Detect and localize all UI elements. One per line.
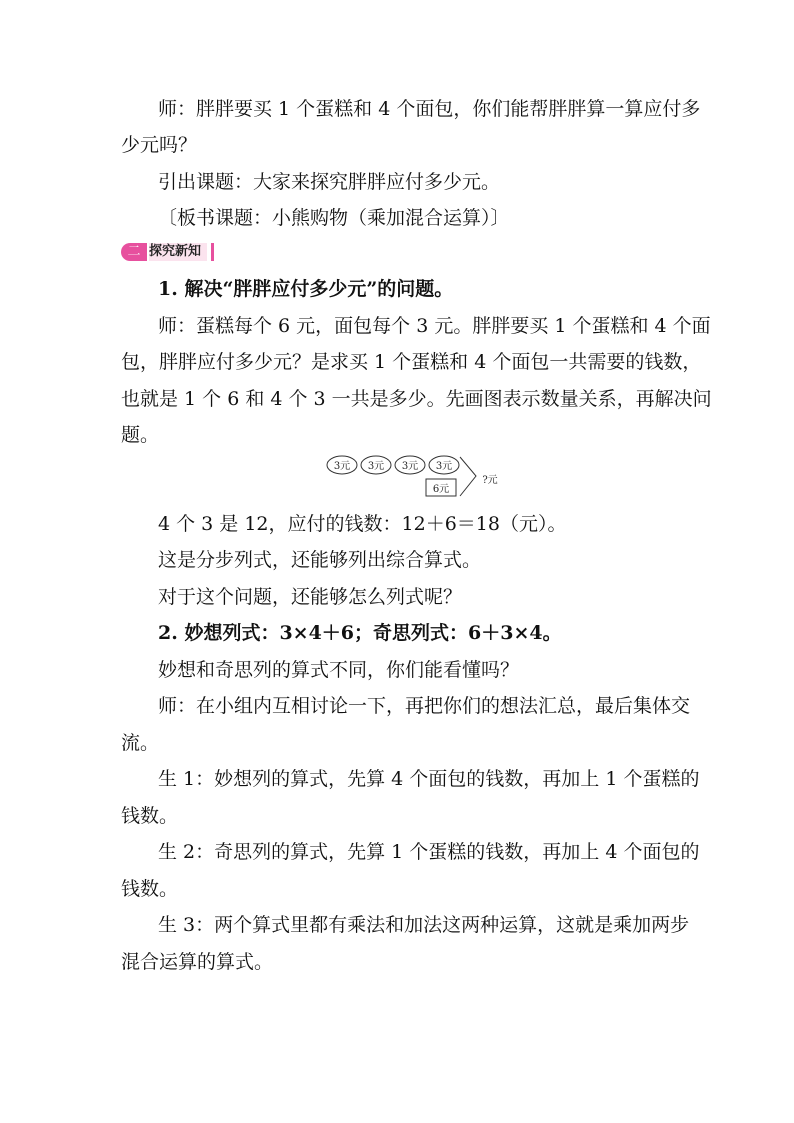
paragraph-teacher-discuss: 师：在小组内互相讨论一下，再把你们的想法汇总，最后集体交 (158, 695, 691, 717)
paragraph-teacher-discuss-cont: 流。 (121, 732, 160, 754)
section-number-badge: 二 (121, 243, 147, 261)
section-end-marker (211, 243, 214, 261)
paragraph-teacher-explain: 师：蛋糕每个 6 元，面包每个 3 元。胖胖要买 1 个蛋糕和 4 个面 (158, 315, 711, 337)
paragraph-teacher-question-cont: 少元吗？ (121, 134, 198, 156)
result-label: ?元 (482, 475, 498, 486)
paragraph-teacher-question: 师：胖胖要买 1 个蛋糕和 4 个面包，你们能帮胖胖算一算应付多 (158, 98, 701, 120)
heading-step-2: 2. 妙想列式：3×4＋6；奇思列式：6＋3×4。 (158, 622, 562, 644)
section-header (121, 243, 217, 261)
oval-label-2: 3元 (367, 461, 385, 472)
paragraph-intro-topic: 引出课题：大家来探究胖胖应付多少元。 (158, 171, 501, 193)
oval-label-4: 3元 (435, 461, 453, 472)
paragraph-student-2: 生 2：奇思列的算式，先算 1 个蛋糕的钱数，再加上 4 个面包的 (158, 841, 700, 863)
quantity-diagram (326, 452, 506, 500)
paragraph-student-2-cont: 钱数。 (121, 878, 179, 900)
paragraph-teacher-explain-cont-1: 包，胖胖应付多少元？是求买 1 个蛋糕和 4 个面包一共需要的钱数， (121, 351, 702, 373)
brace-arrow (460, 457, 476, 496)
paragraph-student-3: 生 3：两个算式里都有乘法和加法这两种运算，这就是乘加两步 (158, 914, 690, 936)
box-label: 6元 (432, 484, 450, 495)
oval-label-1: 3元 (333, 461, 351, 472)
paragraph-question: 对于这个问题，还能够怎么列式呢？ (158, 586, 463, 608)
paragraph-compare: 妙想和奇思列的算式不同，你们能看懂吗？ (158, 659, 520, 681)
paragraph-student-3-cont: 混合运算的算式。 (121, 951, 274, 973)
paragraph-teacher-explain-cont-2: 也就是 1 个 6 和 4 个 3 一共是多少。先画图表示数量关系，再解决问 (121, 388, 712, 410)
paragraph-teacher-explain-cont-3: 题。 (121, 424, 160, 446)
paragraph-step-calc: 4 个 3 是 12，应付的钱数：12＋6＝18（元）。 (158, 513, 567, 535)
paragraph-student-1-cont: 钱数。 (121, 805, 179, 827)
paragraph-student-1: 生 1：妙想列的算式，先算 4 个面包的钱数，再加上 1 个蛋糕的 (158, 768, 700, 790)
paragraph-step-note: 这是分步列式，还能够列出综合算式。 (158, 549, 482, 571)
section-title: 探究新知 (149, 243, 207, 261)
heading-step-1: 1. 解决“胖胖应付多少元”的问题。 (158, 278, 454, 300)
paragraph-board-title: 〔板书课题：小熊购物（乘加混合运算）〕 (158, 207, 510, 229)
oval-label-3: 3元 (401, 461, 419, 472)
